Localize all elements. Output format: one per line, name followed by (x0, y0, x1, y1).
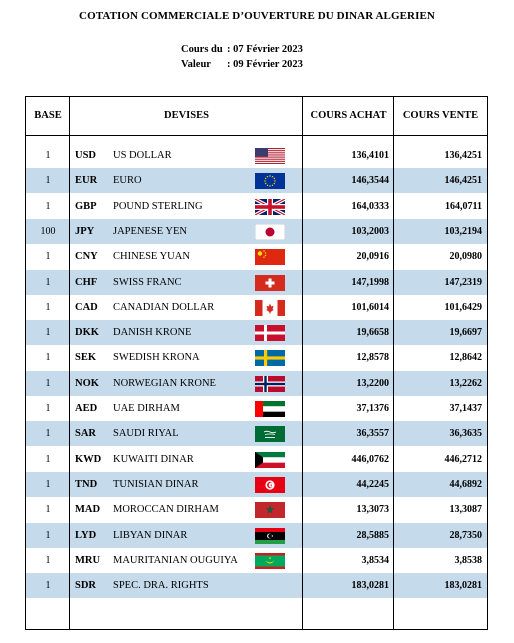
table-row (26, 497, 487, 522)
saudi-flag-icon (255, 426, 285, 442)
mauritania-flag-icon (255, 553, 285, 569)
currency-name: SPEC. DRA. RIGHTS (113, 580, 209, 592)
table-row (26, 320, 487, 345)
header-base: BASE (34, 110, 62, 121)
base-cell: 1 (45, 251, 51, 263)
table-row (26, 194, 487, 219)
header-devises: DEVISES (164, 110, 209, 121)
base-cell: 1 (45, 529, 51, 541)
column-divider (69, 97, 70, 629)
buy-rate: 446,0762 (351, 453, 389, 465)
base-cell: 1 (45, 453, 51, 465)
base-cell: 1 (45, 554, 51, 566)
buy-rate: 37,1376 (356, 403, 389, 414)
table-row (26, 396, 487, 421)
currency-name: SAUDI RIYAL (113, 428, 179, 440)
currency-code: MRU (75, 554, 101, 566)
valeur-value: : 09 Février 2023 (227, 59, 303, 70)
buy-rate: 136,4101 (351, 150, 389, 161)
currency-code: USD (75, 150, 97, 161)
currency-code: LYD (75, 529, 97, 541)
currency-name: NORWEGIAN KRONE (113, 377, 216, 389)
buy-rate: 19,6658 (356, 327, 389, 339)
column-divider (393, 97, 394, 629)
swiss-flag-icon (255, 275, 285, 291)
buy-rate: 164,0333 (351, 200, 389, 212)
cours-date-row (181, 42, 303, 57)
base-cell: 1 (45, 150, 51, 161)
tunisia-flag-icon (255, 477, 285, 493)
column-divider (302, 97, 303, 629)
sell-rate: 13,2262 (449, 377, 482, 389)
buy-rate: 13,3073 (356, 504, 389, 516)
dates-block (181, 42, 303, 72)
currency-code: AED (75, 403, 98, 414)
table-row (26, 270, 487, 295)
table-row (26, 295, 487, 320)
base-cell: 1 (45, 403, 51, 414)
sell-rate: 19,6697 (449, 327, 482, 339)
denmark-flag-icon (255, 325, 285, 341)
buy-rate: 101,6014 (351, 301, 389, 313)
buy-rate: 13,2200 (356, 377, 389, 389)
rates-table (25, 96, 488, 630)
sell-rate: 164,0711 (445, 200, 482, 212)
uae-flag-icon (255, 401, 285, 417)
currency-name: LIBYAN DINAR (113, 529, 188, 541)
sell-rate: 44,6892 (449, 478, 482, 490)
table-row (26, 573, 487, 598)
document-title: COTATION COMMERCIALE D’OUVERTURE DU DINAR ALGERIEN (79, 10, 435, 22)
table-row (26, 371, 487, 396)
currency-code: TND (75, 478, 98, 490)
sell-rate: 446,2712 (444, 453, 482, 465)
usa-flag-icon (255, 148, 285, 164)
currency-code: GBP (75, 200, 97, 212)
buy-rate: 3,8534 (361, 554, 389, 566)
base-cell: 1 (45, 175, 51, 187)
currency-name: MOROCCAN DIRHAM (113, 504, 219, 516)
buy-rate: 12,8578 (356, 352, 389, 364)
currency-code: KWD (75, 453, 102, 465)
sell-rate: 37,1437 (449, 403, 482, 414)
table-row (26, 421, 487, 446)
currency-code: NOK (75, 377, 99, 389)
uk-flag-icon (255, 199, 285, 215)
currency-code: CNY (75, 251, 98, 263)
header-cours-achat: COURS ACHAT (310, 110, 387, 121)
currency-code: SAR (75, 428, 97, 440)
table-row (26, 244, 487, 269)
cours-label: Cours du (181, 44, 223, 55)
libya-flag-icon (255, 528, 285, 544)
sell-rate: 147,2319 (444, 276, 482, 288)
table-row (26, 219, 487, 244)
japan-flag-icon (255, 224, 285, 240)
currency-name: POUND STERLING (113, 200, 203, 212)
buy-rate: 183,0281 (351, 580, 389, 592)
buy-rate: 44,2245 (356, 478, 389, 490)
norway-flag-icon (255, 376, 285, 392)
base-cell: 1 (45, 327, 51, 339)
base-cell: 1 (45, 200, 51, 212)
sell-rate: 103,2194 (444, 225, 482, 237)
currency-code: EUR (75, 175, 98, 187)
base-cell: 1 (45, 428, 51, 440)
kuwait-flag-icon (255, 452, 285, 468)
currency-code: SDR (75, 580, 97, 592)
buy-rate: 147,1998 (351, 276, 389, 288)
sell-rate: 146,4251 (444, 175, 482, 187)
currency-code: CAD (75, 301, 98, 313)
sell-rate: 20,0980 (449, 251, 482, 263)
sell-rate: 12,8642 (449, 352, 482, 364)
morocco-flag-icon (255, 502, 285, 518)
currency-name: CHINESE YUAN (113, 251, 190, 263)
currency-code: SEK (75, 352, 97, 364)
sell-rate: 36,3635 (449, 428, 482, 440)
currency-name: US DOLLAR (113, 150, 172, 161)
currency-name: JAPENESE YEN (113, 225, 187, 237)
base-cell: 100 (40, 225, 56, 237)
sell-rate: 3,8538 (454, 554, 482, 566)
valeur-date-row (181, 57, 303, 72)
table-row (26, 472, 487, 497)
sell-rate: 183,0281 (444, 580, 482, 592)
table-row (26, 143, 487, 168)
currency-name: EURO (113, 175, 142, 187)
sell-rate: 28,7350 (449, 529, 482, 541)
sell-rate: 136,4251 (444, 150, 482, 161)
buy-rate: 103,2003 (351, 225, 389, 237)
table-header (26, 97, 487, 136)
base-cell: 1 (45, 478, 51, 490)
currency-name: MAURITANIAN OUGUIYA (113, 554, 238, 566)
base-cell: 1 (45, 301, 51, 313)
sell-rate: 13,3087 (449, 504, 482, 516)
sell-rate: 101,6429 (444, 301, 482, 313)
currency-name: SWISS FRANC (113, 276, 182, 288)
base-cell: 1 (45, 276, 51, 288)
cours-value: : 07 Février 2023 (227, 44, 303, 55)
base-cell: 1 (45, 352, 51, 364)
base-cell: 1 (45, 504, 51, 516)
base-cell: 1 (45, 580, 51, 592)
table-row (26, 345, 487, 370)
currency-code: JPY (75, 225, 95, 237)
buy-rate: 20,0916 (356, 251, 389, 263)
china-flag-icon (255, 249, 285, 265)
base-cell: 1 (45, 377, 51, 389)
canada-flag-icon (255, 300, 285, 316)
currency-name: DANISH KRONE (113, 327, 192, 339)
buy-rate: 146,3544 (351, 175, 389, 187)
currency-name: CANADIAN DOLLAR (113, 301, 215, 313)
currency-name: UAE DIRHAM (113, 403, 180, 414)
currency-name: SWEDISH KRONA (113, 352, 200, 364)
currency-code: CHF (75, 276, 98, 288)
header-cours-vente: COURS VENTE (402, 110, 479, 121)
currency-name: KUWAITI DINAR (113, 453, 194, 465)
eu-flag-icon (255, 173, 285, 189)
valeur-label: Valeur (181, 59, 211, 70)
currency-code: DKK (75, 327, 99, 339)
buy-rate: 36,3557 (356, 428, 389, 440)
table-row (26, 168, 487, 193)
table-row (26, 523, 487, 548)
currency-code: MAD (75, 504, 101, 516)
sweden-flag-icon (255, 350, 285, 366)
buy-rate: 28,5885 (356, 529, 389, 541)
table-row (26, 447, 487, 472)
table-row (26, 548, 487, 573)
currency-name: TUNISIAN DINAR (113, 478, 199, 490)
